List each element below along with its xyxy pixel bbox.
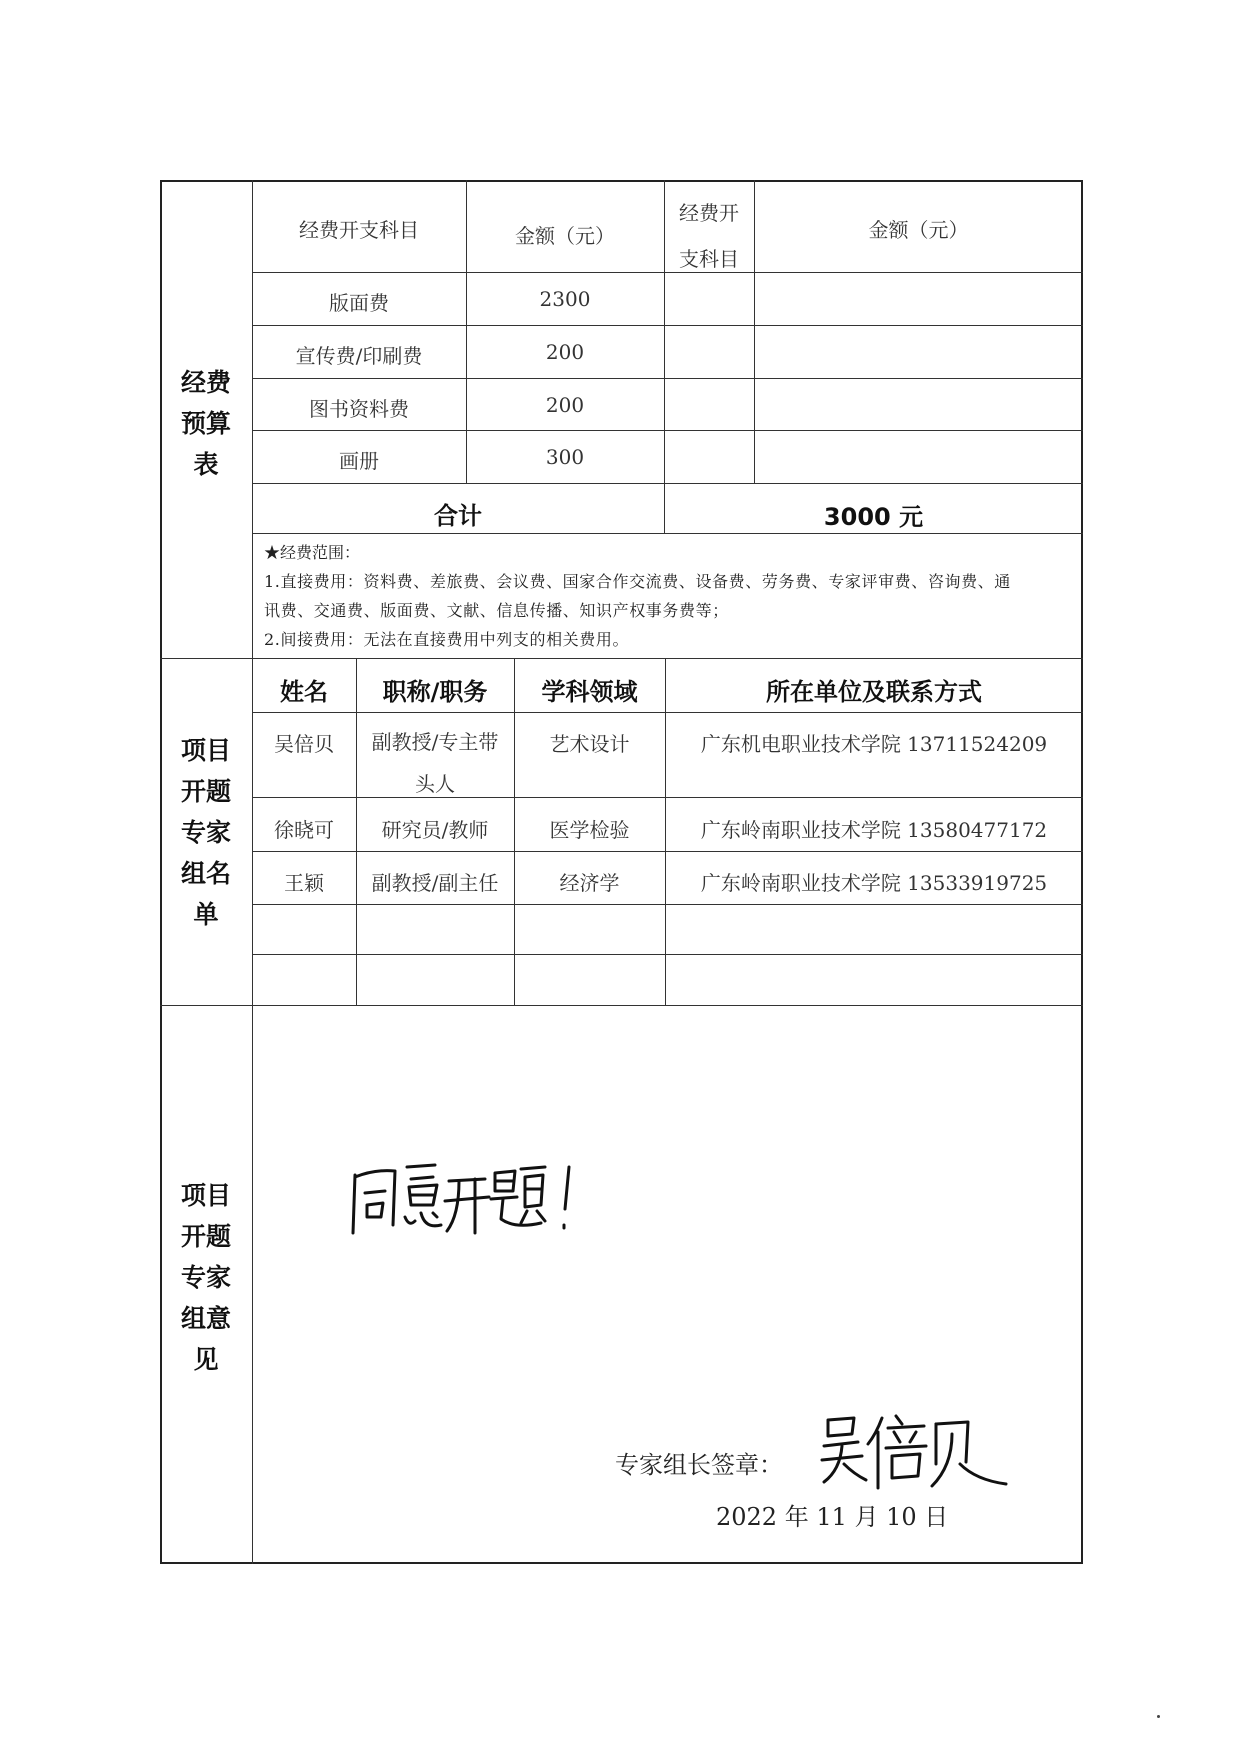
expert-unit: 广东岭南职业技术学院 13580477172 — [700, 818, 1048, 842]
budget-row-item: 图书资料费 — [309, 397, 409, 421]
section-divider-1 — [160, 658, 1083, 659]
experts-row-line — [252, 904, 1083, 905]
expert-name: 徐晓可 — [274, 818, 334, 842]
expert-field: 艺术设计 — [549, 732, 630, 756]
scan-dot — [1157, 1715, 1160, 1718]
budget-row-line — [252, 430, 1083, 431]
expert-name: 王颖 — [284, 871, 324, 895]
experts-header-field: 学科领域 — [541, 678, 638, 706]
budget-row-amount: 300 — [545, 445, 585, 469]
experts-row-line — [252, 851, 1083, 852]
expert-field: 医学检验 — [549, 818, 630, 842]
handwritten-opinion — [345, 1155, 585, 1245]
signature-label: 专家组长签章： — [615, 1451, 783, 1479]
experts-header-name: 姓名 — [280, 678, 328, 706]
expert-unit: 广东岭南职业技术学院 13533919725 — [700, 871, 1048, 895]
budget-total-value: 3000 元 — [823, 503, 924, 531]
signature-handwritten — [820, 1410, 1010, 1492]
budget-row-amount: 200 — [545, 393, 585, 417]
experts-row-line — [252, 954, 1083, 955]
section-divider-2 — [160, 1005, 1083, 1006]
expert-title: 研究员/教师 — [381, 818, 489, 842]
budget-section-label: 经费 预算 表 — [180, 368, 231, 479]
budget-total-label: 合计 — [434, 502, 482, 530]
experts-row-line — [252, 712, 1083, 713]
expert-title: 副教授/专主带 头人 — [371, 730, 499, 796]
expert-unit: 广东机电职业技术学院 13711524209 — [700, 732, 1048, 756]
budget-row-line — [252, 378, 1083, 379]
budget-header-item2: 经费开 支科目 — [679, 201, 739, 271]
budget-row-amount: 200 — [545, 340, 585, 364]
experts-header-unit: 所在单位及联系方式 — [766, 678, 982, 706]
budget-header-item: 经费开支科目 — [299, 218, 419, 242]
signature-date: 2022 年 11 月 10 日 — [716, 1503, 949, 1531]
experts-section-label: 项目 开题 专家 组名 单 — [180, 736, 231, 929]
budget-row-item: 宣传费/印刷费 — [295, 344, 423, 368]
budget-row-line — [252, 325, 1083, 326]
budget-header-amount: 金额（元） — [515, 224, 615, 248]
budget-row-item: 版面费 — [329, 291, 389, 315]
budget-row-line — [252, 483, 1083, 484]
expert-title: 副教授/副主任 — [371, 871, 499, 895]
experts-header-title: 职称/职务 — [382, 678, 488, 706]
budget-notes: ★经费范围： 1.直接费用：资料费、差旅费、会议费、国家合作交流费、设备费、劳务费、专家评审费、咨询费、通 讯费、交通费、版面费、文献、信息传播、知识产权事务费等； 2.间接费用：无法在直接费用中列支的相关费用。 — [264, 543, 1011, 649]
budget-row-amount: 2300 — [539, 287, 591, 311]
opinion-section-label: 项目 开题 专家 组意 见 — [180, 1181, 231, 1374]
budget-row-line — [252, 533, 1083, 534]
expert-name: 吴倍贝 — [274, 732, 334, 756]
expert-field: 经济学 — [559, 871, 620, 895]
budget-header-amount2: 金额（元） — [868, 218, 969, 242]
budget-row-item: 画册 — [339, 449, 379, 473]
